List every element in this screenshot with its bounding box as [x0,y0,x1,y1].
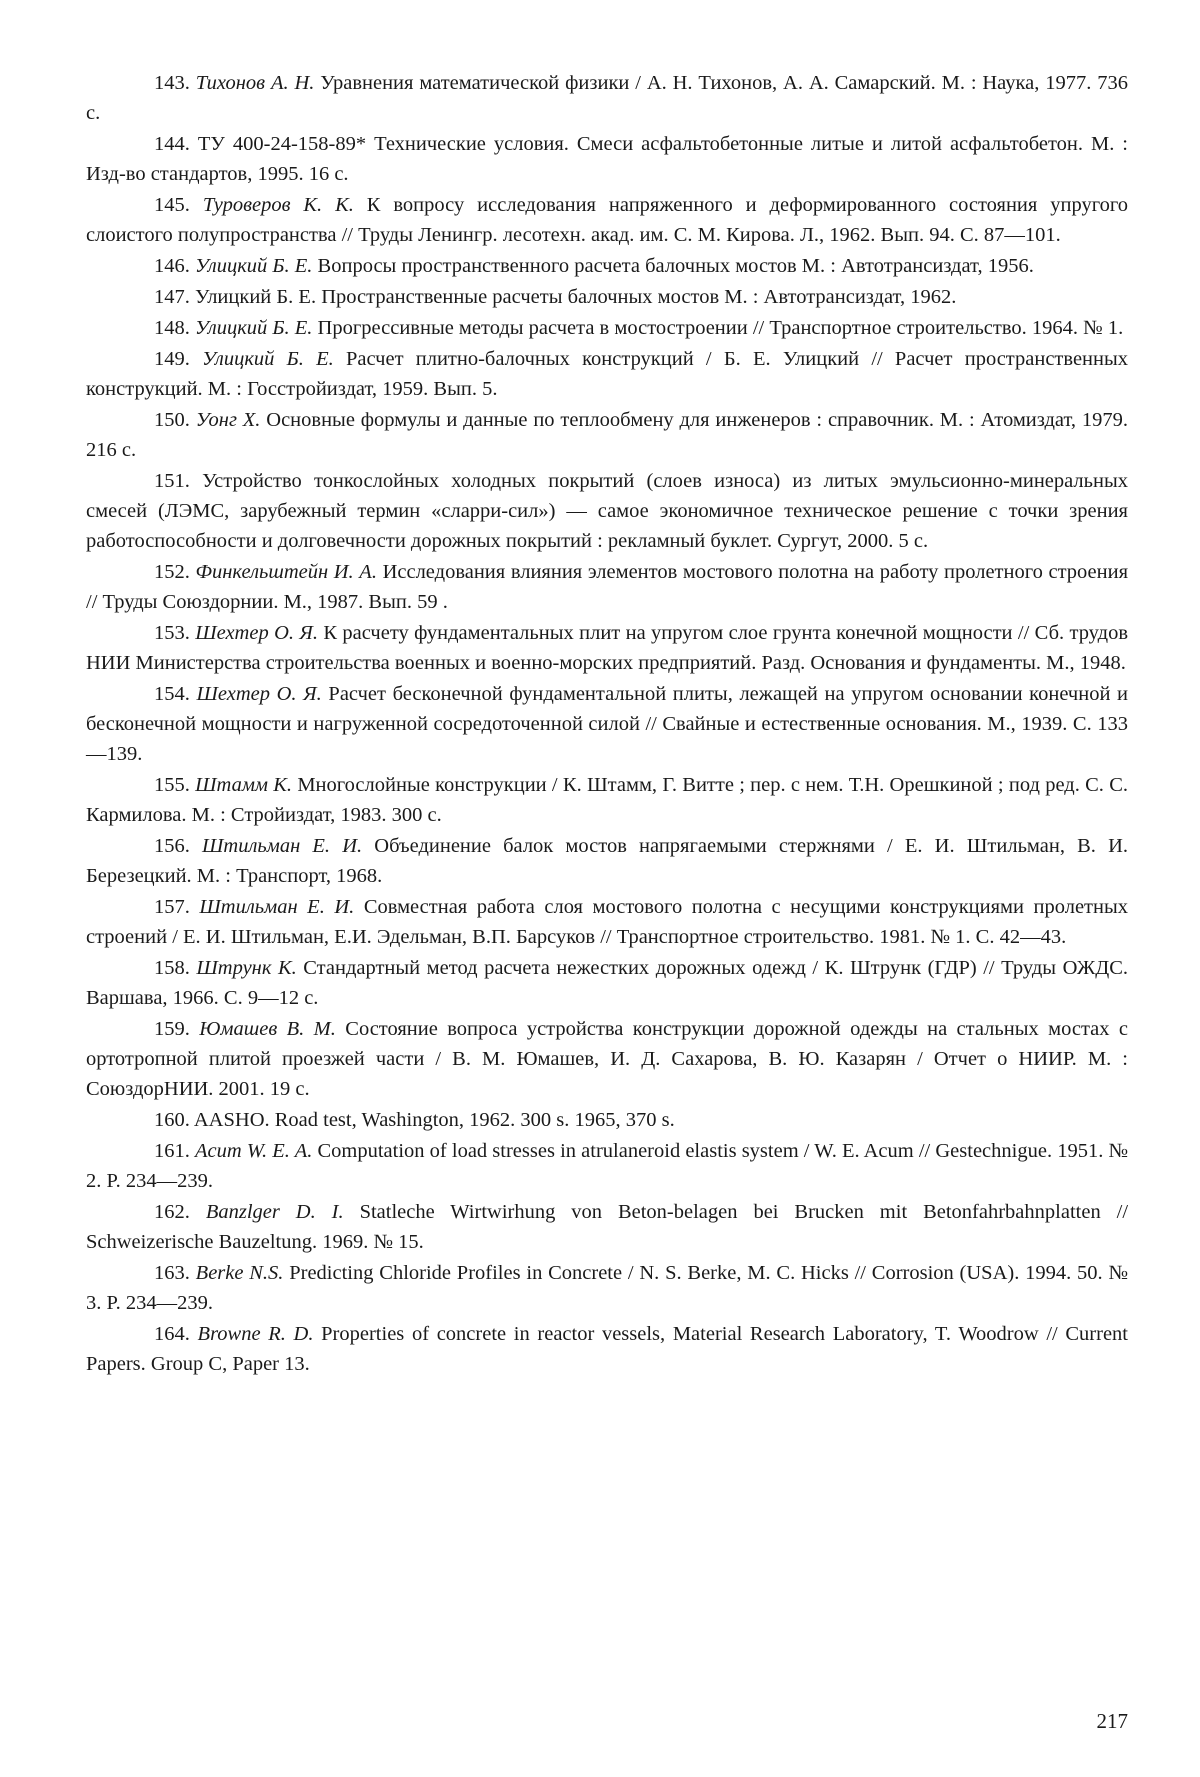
reference-text: Основные формулы и данные по теплообмену для инженеров : справочник. М. : Атомиздат, 1979. 216 с. [86,409,1128,461]
reference-text: Состояние вопроса устройства конструкции дорожной одежды на стальных мостах с ортотропной плитой проезжей части / В. М. Юмашев, И. Д. Сахарова, В. Ю. Казарян / Отчет о НИИР. М. : СоюздорНИИ. 2001. 19 с. [86,1018,1128,1100]
reference-number: 161. [154,1140,190,1162]
reference-text: Исследования влияния элементов мостового полотна на работу пролетного строения // Труды Союздорнии. М., 1987. Вып. 59 . [86,561,1129,613]
reference-entry [86,190,1128,250]
reference-author: Улицкий Б. Е. [195,317,313,339]
reference-entry [86,770,1128,830]
reference-number: 146. [154,255,190,277]
reference-author: Штильман Е. И. [202,835,363,857]
reference-author: Acum W. E. A. [195,1140,313,1162]
reference-entry [86,282,1128,312]
reference-text: Стандартный метод расчета нежестких дорожных одежд / К. Штрунк (ГДР) // Труды ОЖДС. Варшава, 1966. С. 9—12 с. [86,957,1129,1009]
reference-entry [86,1258,1128,1318]
reference-entry [86,251,1128,281]
reference-text: Многослойные конструкции / К. Штамм, Г. Витте ; пер. с нем. Т.Н. Орешкиной ; под ред. С. С. Кармилова. М. : Стройиздат, 1983. 300 с. [86,774,1128,826]
reference-text: Computation of load stresses in atrulaneroid elastis system / W. E. Acum // Gestechnigue. 1951. № 2. P. 234—239. [86,1140,1129,1192]
reference-text: Прогрессивные методы расчета в мостостроении // Транспортное строительство. 1964. № 1. [317,317,1124,339]
reference-text: Уравнения математической физики / А. Н. Тихонов, А. А. Самарский. М. : Наука, 1977. 736 с. [86,72,1128,124]
reference-number: 153. [154,622,190,644]
reference-author: Финкельштейн И. А. [195,561,377,583]
reference-number: 157. [154,896,190,918]
reference-text: Объединение балок мостов напрягаемыми стержнями / Е. И. Штильман, В. И. Березецкий. М. : Транспорт, 1968. [86,835,1128,887]
reference-entry [86,1319,1128,1379]
reference-entry [86,405,1128,465]
reference-entry [86,831,1128,891]
reference-number: 148. [154,317,190,339]
reference-entry [86,313,1128,343]
reference-author: Улицкий Б. Е. [195,255,313,277]
reference-text: Вопросы пространственного расчета балочных мостов М. : Автотрансиздат, 1956. [317,255,1034,277]
reference-author: Banzlger D. I. [205,1201,344,1223]
reference-number: 143. [154,72,190,94]
reference-author: Уонг Х. [195,409,261,431]
reference-entry [86,1105,1128,1135]
reference-number: 162. [154,1201,190,1223]
reference-text: AASHO. Road test, Washington, 1962. 300 s. 1965, 370 s. [193,1109,675,1131]
reference-entry [86,68,1128,128]
reference-text: ТУ 400-24-158-89* Технические условия. Смеси асфальтобетонные литые и литой асфальтобетон. М. : Изд-во стандартов, 1995. 16 с. [86,133,1128,185]
reference-entry [86,1014,1128,1104]
reference-text: Properties of concrete in reactor vessels, Material Research Laboratory, T. Woodrow // Current Papers. Group C, Paper 13. [86,1323,1129,1375]
reference-entry [86,953,1128,1013]
reference-number: 149. [154,348,190,370]
reference-author: Штамм К. [195,774,293,796]
reference-number: 156. [154,835,190,857]
reference-number: 154. [154,683,190,705]
reference-number: 155. [154,774,190,796]
reference-entry [86,466,1128,556]
reference-text: Расчет плитно-балочных конструкций / Б. Е. Улицкий // Расчет пространственных конструкций. М. : Госстройиздат, 1959. Вып. 5. [86,348,1129,400]
reference-text: К расчету фундаментальных плит на упругом слое грунта конечной мощности // Сб. трудов НИИ Министерства строительства военных и военно-морских предприятий. Разд. Основания и фундаменты. М., 1948. [86,622,1128,674]
reference-number: 159. [154,1018,190,1040]
reference-number: 164. [154,1323,190,1345]
page-number: 217 [1096,1709,1128,1733]
reference-author: Улицкий Б. Е. [202,348,334,370]
reference-author: Штрунк К. [196,957,297,979]
reference-author: Юмашев В. М. [199,1018,336,1040]
reference-entry [86,1197,1128,1257]
reference-author: Тихонов А. Н. [195,72,315,94]
reference-number: 147. [154,286,190,308]
reference-entry [86,129,1128,189]
reference-number: 163. [154,1262,190,1284]
reference-entry [86,679,1128,769]
reference-entry [86,618,1128,678]
reference-entry [86,1136,1128,1196]
reference-text: Statleche Wirtwirhung von Beton-belagen bei Brucken mit Betonfahrbahnplatten // Schweizerische Bauzeltung. 1969. № 15. [86,1201,1129,1253]
reference-number: 150. [154,409,190,431]
reference-entry [86,892,1128,952]
reference-number: 160. [154,1109,190,1131]
reference-author: Browne R. D. [197,1323,314,1345]
reference-number: 158. [154,957,190,979]
reference-number: 152. [154,561,190,583]
reference-author: Штильман Е. И. [199,896,355,918]
reference-author: Шехтер О. Я. [195,622,318,644]
reference-text: Улицкий Б. Е. Пространственные расчеты балочных мостов М. : Автотрансиздат, 1962. [195,286,957,308]
reference-text: Predicting Chloride Profiles in Concrete / N. S. Berke, M. C. Hicks // Corrosion (USA). 1994. 50. № 3. P. 234—239. [86,1262,1129,1314]
reference-number: 145. [154,194,190,216]
reference-text: К вопросу исследования напряженного и деформированного состояния упругого слоистого полупространства // Труды Ленингр. лесотехн. акад. им. С. М. Кирова. Л., 1962. Вып. 94. С. 87—101. [86,194,1129,246]
reference-list [86,68,1128,1380]
reference-text: Устройство тонкослойных холодных покрытий (слоев износа) из литых эмульсионно-минеральных смесей (ЛЭМС, зарубежный термин «сларри-сил») — самое экономичное техническое решение с точки зрения работоспособности и долговечности дорожных покрытий : рекламный буклет. Сургут, 2000. 5 с. [86,470,1129,552]
reference-entry [86,557,1128,617]
reference-author: Шехтер О. Я. [196,683,322,705]
reference-text: Расчет бесконечной фундаментальной плиты, лежащей на упругом основании конечной и бесконечной мощности и нагруженной сосредоточенной силой // Свайные и естественные основания. М., 1939. С. 133—139. [86,683,1129,765]
reference-number: 144. [154,133,190,155]
reference-number: 151. [154,470,190,492]
reference-author: Туроверов К. К. [202,194,354,216]
reference-author: Berke N.S. [195,1262,284,1284]
reference-text: Совместная работа слоя мостового полотна с несущими конструкциями пролетных строений / Е. И. Штильман, Е.И. Эдельман, В.П. Барсуков // Транспортное строительство. 1981. № 1. С. 42—43. [86,896,1128,948]
reference-entry [86,344,1128,404]
